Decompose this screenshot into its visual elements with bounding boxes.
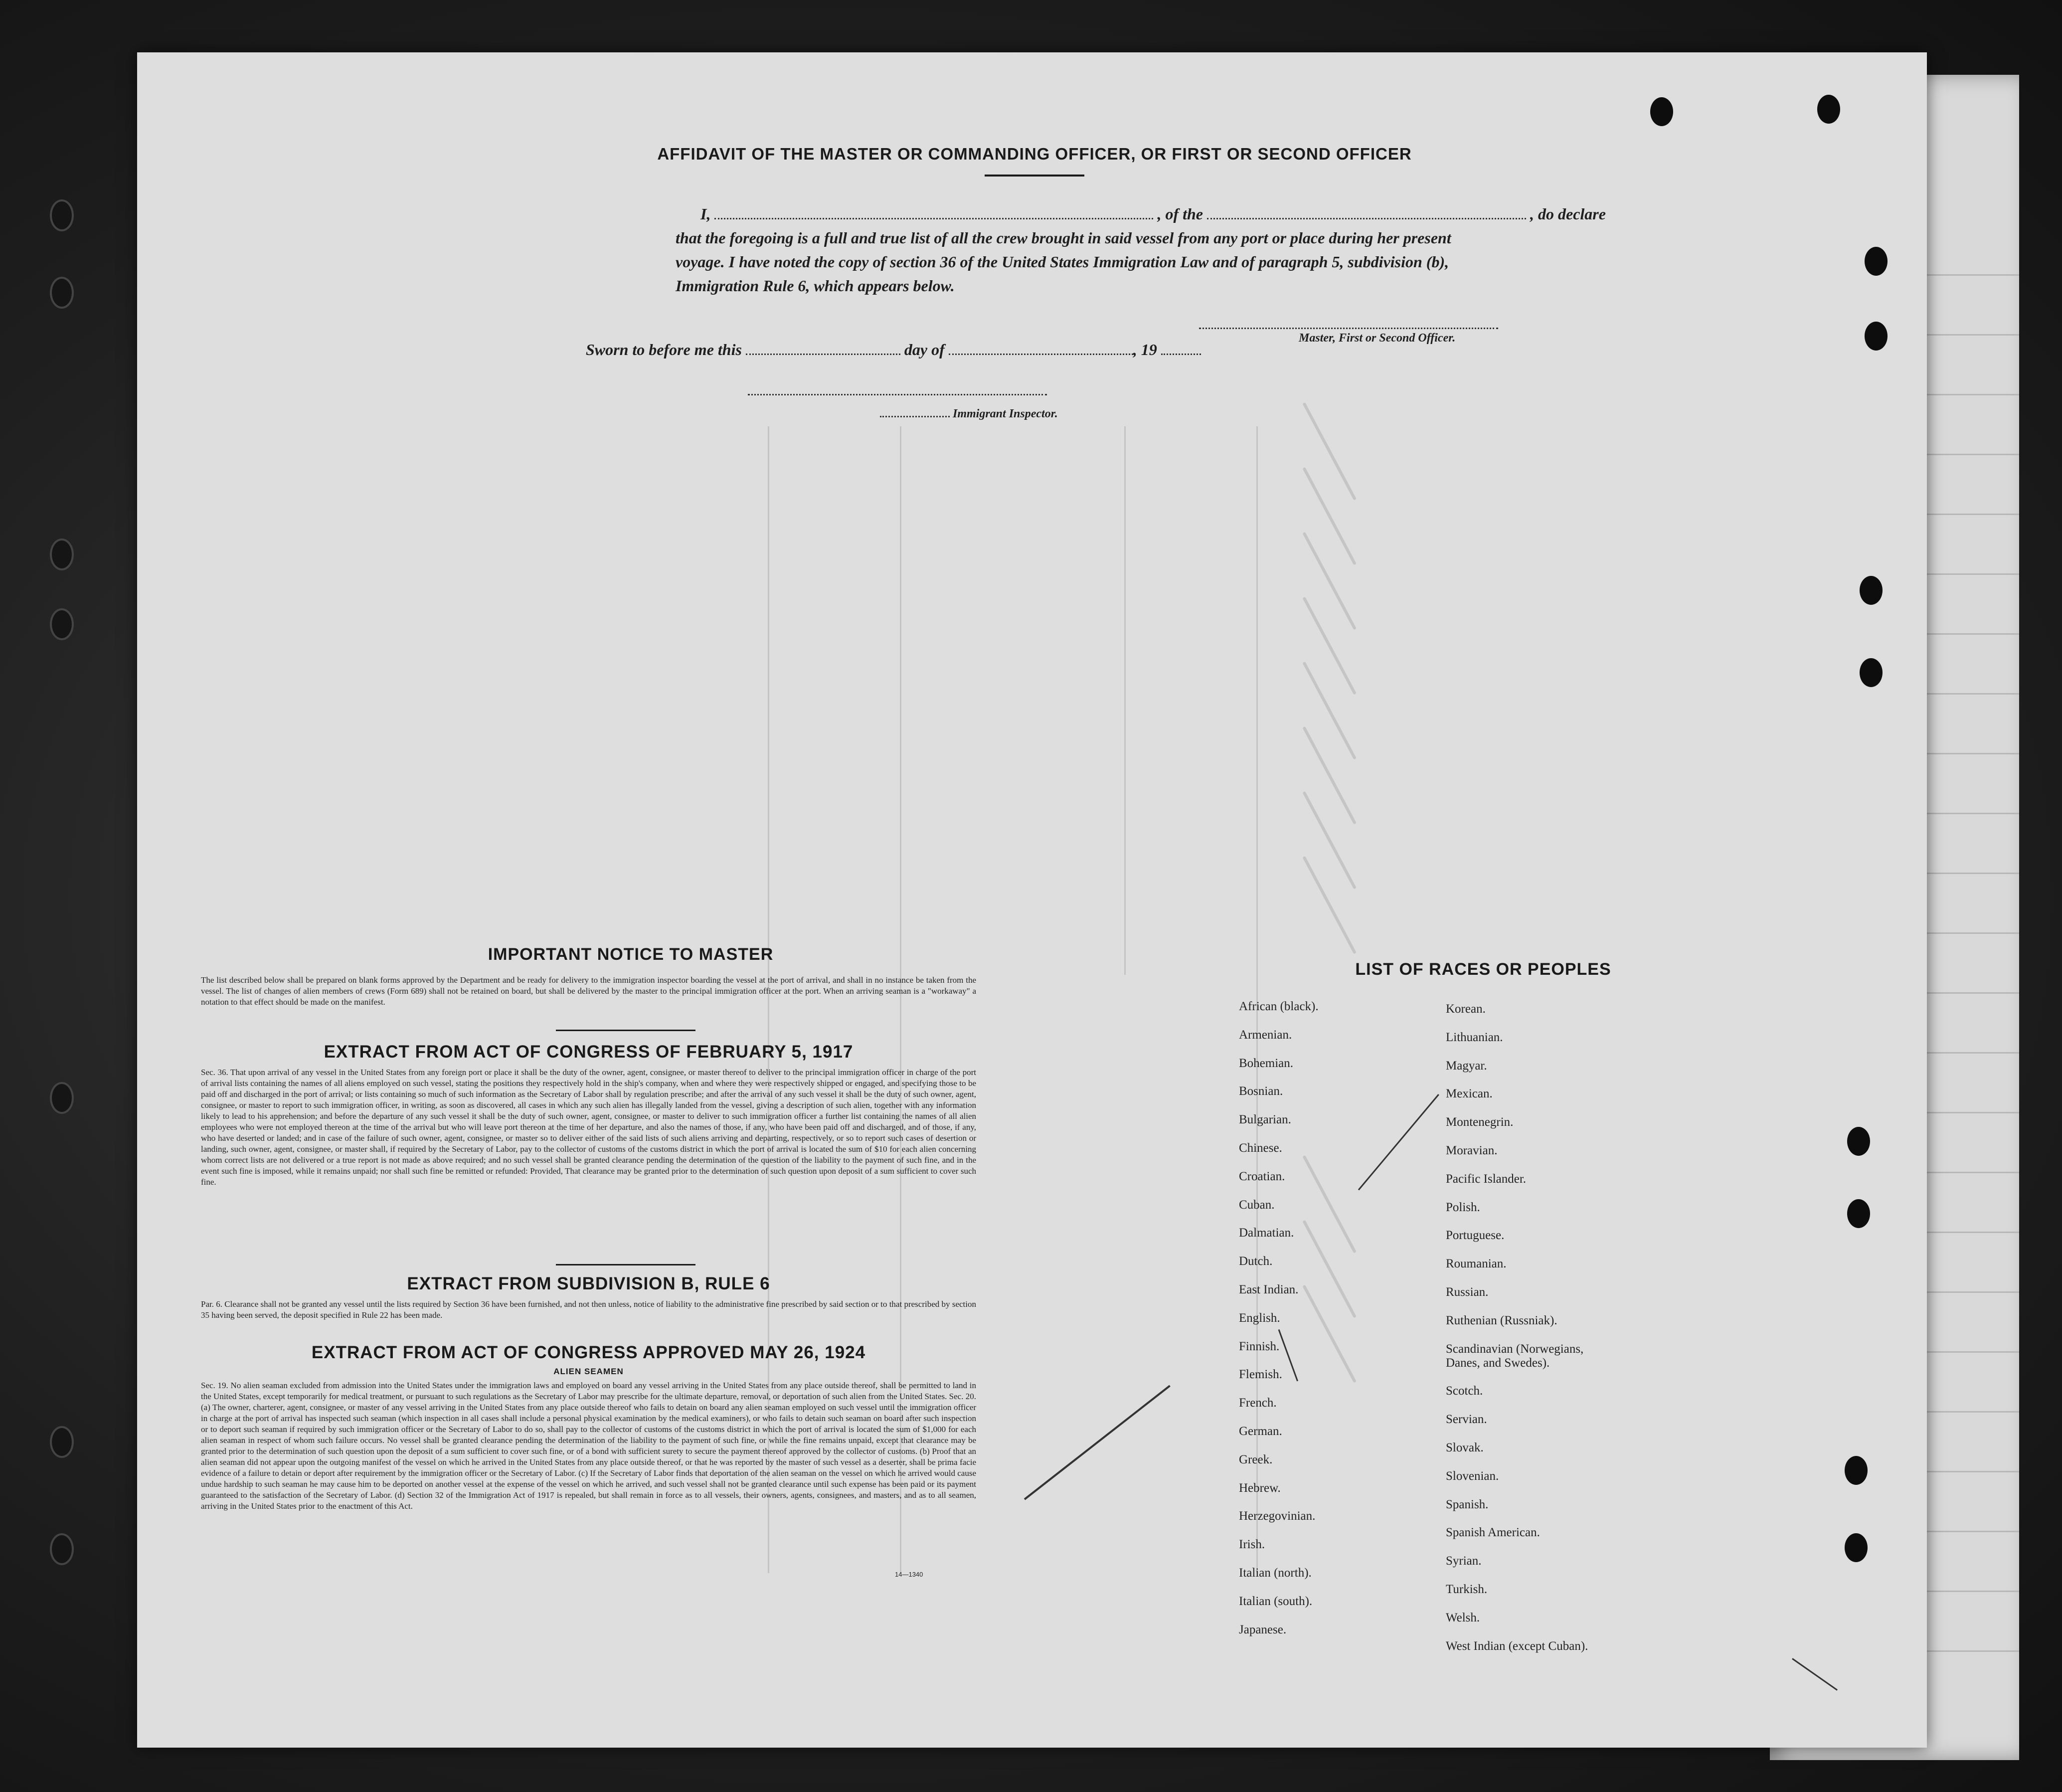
day-of-label: day of [904,341,945,358]
race-item: Ruthenian (Russniak). [1446,1313,1557,1327]
title-underline [985,175,1084,177]
race-item: West Indian (except Cuban). [1446,1639,1588,1653]
race-item: Chinese. [1239,1141,1282,1155]
binder-hole [50,1082,74,1114]
affidavit-i-label: I, [700,205,711,223]
document-page [137,52,1927,1748]
year-label: , 19 [1133,341,1157,358]
punch-hole [1817,95,1840,124]
punch-hole [1860,658,1883,687]
race-item: Irish. [1239,1538,1265,1552]
race-item: Armenian. [1239,1028,1292,1042]
race-item: Spanish American. [1446,1526,1540,1540]
punch-hole [1847,1127,1870,1156]
form-number: 14—1340 [895,1571,923,1578]
officer-signature-caption: Master, First or Second Officer. [1299,332,1456,345]
race-item: Turkish. [1446,1583,1488,1596]
binder-hole [50,608,74,640]
race-item: German. [1239,1425,1282,1438]
race-item: Spanish. [1446,1497,1489,1511]
race-item: Herzegovinian. [1239,1509,1316,1523]
races-title: LIST OF RACES OR PEOPLES [1355,960,1611,979]
race-item: African (black). [1239,1000,1319,1013]
race-item: French. [1239,1396,1277,1410]
race-item: Scandinavian (Norwegians, [1446,1342,1584,1356]
section-divider [556,1264,695,1265]
race-item: Korean. [1446,1002,1486,1016]
punch-hole [1845,1533,1868,1562]
sworn-label: Sworn to before me this [586,341,742,358]
inspector-signature-line[interactable] [748,394,1047,395]
race-item: Danes, and Swedes). [1446,1356,1550,1370]
affidavit-title: AFFIDAVIT OF THE MASTER OR COMMANDING OFFICER, OR FIRST OR SECOND OFFICER [657,145,1412,163]
race-item: Flemish. [1239,1368,1282,1382]
extract-rule6-title: EXTRACT FROM SUBDIVISION B, RULE 6 [407,1274,770,1293]
race-item: Cuban. [1239,1198,1275,1212]
notice-body: The list described below shall be prepared on blank forms approved by the Department and be ready for delivery to the immigration inspector boarding the vessel at the port of arrival, and shall in no instance be taken from the vessel. The list of changes of alien members of crews (Form 689) shall not be retained on board, but shall be delivered by the master to the principal immigration officer at the port. When an arriving seaman is a "workaway" a notation to that effect should be made on the manifest. [201,975,976,1007]
notice-title: IMPORTANT NOTICE TO MASTER [488,945,774,964]
affidavit-line-4: Immigration Rule 6, which appears below. [676,277,955,295]
race-item: English. [1239,1311,1280,1325]
punch-hole [1650,97,1673,126]
race-item: Finnish. [1239,1339,1280,1353]
extract-1924-title: EXTRACT FROM ACT OF CONGRESS APPROVED MAY 26, 1924 [311,1343,866,1362]
race-item: Portuguese. [1446,1229,1505,1243]
race-item: Scotch. [1446,1384,1483,1398]
extract-1917-body: Sec. 36. That upon arrival of any vessel in the United States from any foreign port or place it shall be the duty of the owner, agent, consignee, or master thereof to deliver to the principal immigration officer in charge of the port of arrival lists containing the names of all aliens employed on such vessel, stating the positions they respectively hold in the ship's company, when and where they were respectively shipped or engaged, and specifying those to be paid off and discharged in the port of arrival; or lists containing so much of such information as the Secretary of Labor shall by regulation prescribe; and after the arrival of any such vessel it shall be the duty of such owner, agent, consignee, or master to report to such immigration officer, in writing, as soon as discovered, all cases in which any such alien has illegally landed from the vessel, giving a description of such alien, together with any information likely to lead to his apprehension; and before the departure of any such vessel it shall be the duty of such owner, agent, consignee, or master to deliver to such immigration officer a further list containing the names of all alien employees who were not employed thereon at the time of the arrival but who will leave port thereon at the time of her departure, and also the names of those, if any, who have been paid off and discharged, and of those, if any, who have deserted or landed; and in case of the failure of such owner, agent, consignee, or master so to deliver either of the said lists of such aliens arriving and departing, respectively, or so to report such cases of desertion or landing, such owner, agent, consignee, or master shall, if required by the Secretary of Labor, pay to the collector of customs of the customs district in which the port of arrival is located the sum of $10 for each alien concerning whom correct lists are not delivered or a true report is not made as above required; and no such vessel shall be granted clearance pending the determination of the question of the liability to the payment of such fine, and in the event such fine is imposed, while it remains unpaid; nor shall such fine be remitted or refunded: Provided, That clearance may be granted prior to the determination of such question upon deposit of a sum sufficient to cover such fine. [201,1068,976,1187]
race-item: Bohemian. [1239,1056,1294,1070]
race-item: Japanese. [1239,1622,1287,1636]
alien-seamen-subtitle: ALIEN SEAMEN [553,1367,624,1376]
officer-signature-line[interactable] [1199,328,1498,329]
pen-mark [1024,1385,1171,1500]
race-item: Roumanian. [1446,1257,1507,1271]
punch-hole [1847,1199,1870,1228]
race-item: Slovak. [1446,1441,1484,1454]
binder-hole [50,538,74,570]
inspector-dots [880,415,950,417]
name-field[interactable] [714,217,1153,219]
sworn-month-field[interactable] [949,353,1133,355]
extract-1917-title: EXTRACT FROM ACT OF CONGRESS OF FEBRUARY 5, 1917 [324,1042,854,1062]
punch-hole [1865,247,1888,276]
race-item: Lithuanian. [1446,1030,1503,1044]
race-item: Slovenian. [1446,1469,1499,1483]
affidavit-line-2: that the foregoing is a full and true list of all the crew brought in said vessel from any port or place during her present [676,229,1451,247]
sworn-year-field[interactable] [1161,353,1201,355]
race-item: Moravian. [1446,1144,1498,1157]
race-item: Pacific Islander. [1446,1172,1527,1186]
punch-hole [1860,576,1883,605]
race-item: Magyar. [1446,1059,1487,1073]
race-item: Welsh. [1446,1611,1480,1624]
race-item: Italian (south). [1239,1594,1313,1608]
race-item: Hebrew. [1239,1481,1281,1495]
extract-1924-body: Sec. 19. No alien seaman excluded from admission into the United States under the immigration laws and employed on board any vessel arriving in the United States from any place outside thereof, shall be permitted to land in the United States, except temporarily for medical treatment, or pursuant to such regulations as the Secretary of Labor may prescribe for the ultimate departure, removal, or deportation of such alien from the United States. Sec. 20. (a) The owner, charterer, agent, consignee, or master of any vessel arriving in the United States from any place outside thereof who fails to detain on board any alien seaman employed on such vessel until the immigration officer in charge at the port of arrival has inspected such seaman (which inspection in all cases shall include a personal physical examination by the medical examiners), or who fails to detain such seaman on board after such inspection or to deport such seaman if required by such immigration officer or the Secretary of Labor to do so, shall pay to the collector of customs of the customs district in which the port of arrival is located the sum of $1,000 for each alien seaman in respect of whom such failure occurs. No vessel shall be granted clearance pending the determination of the liability to the payment of such fine, or while the fine remains unpaid, except that clearance may be granted prior to the determination of such question upon the deposit of a sum sufficient to cover such fine, or of a bond with sufficient surety to secure the payment thereof approved by the collector of customs. (b) Proof that an alien seaman did not appear upon the outgoing manifest of the vessel on which he arrived in the United States from any place outside thereof, or that he was reported by the master of such vessel as a deserter, shall be prima facie evidence of a failure to detain or deport after requirement by the immigration officer or the Secretary of Labor. (c) If the Secretary of Labor finds that deportation of the alien seaman on the vessel on which he arrived would cause undue hardship to such seaman he may cause him to be deported on another vessel at the expense of the vessel on which he arrived, and such vessel shall not be granted clearance until such expense has been paid or its payment guaranteed to the satisfaction of the Secretary of Labor. (d) Section 32 of the Immigration Act of 1917 is repealed, but shall remain in force as to all vessels, their owners, agents, consignees, and masters, and as to all seamen, arriving in the United States prior to the enactment of this Act. [201,1381,976,1511]
vessel-field[interactable] [1207,217,1526,219]
pen-mark [1792,1658,1838,1691]
race-item: Russian. [1446,1285,1489,1299]
race-item: Bosnian. [1239,1084,1283,1098]
section-divider [556,1030,695,1031]
race-item: Dutch. [1239,1254,1273,1268]
race-item: Syrian. [1446,1554,1482,1568]
inspector-caption: Immigrant Inspector. [953,407,1058,420]
sworn-line [586,341,1201,359]
extract-rule6-body: Par. 6. Clearance shall not be granted any vessel until the lists required by Section 36 have been furnished, and not then unless, notice of liability to the administrative fine prescribed by said section or to that prescribed by section 35 having been served, the deposit specified in Rule 22 has been made. [201,1299,976,1320]
race-item: Polish. [1446,1200,1480,1214]
column-line [1124,426,1126,975]
race-item: Greek. [1239,1452,1273,1466]
race-item: Servian. [1446,1413,1487,1427]
race-item: Mexican. [1446,1087,1493,1101]
do-declare-label: , do declare [1530,205,1606,223]
race-item: East Indian. [1239,1283,1299,1296]
punch-hole [1845,1456,1868,1485]
race-item: Bulgarian. [1239,1113,1291,1127]
binder-hole [50,1533,74,1565]
affidavit-declaration [536,202,1683,298]
binder-hole [50,277,74,309]
of-the-label: , of the [1157,205,1203,223]
affidavit-line-3: voyage. I have noted the copy of section 36 of the United States Immigration Law and of paragraph 5, subdivision (b), [676,253,1449,271]
race-item: Dalmatian. [1239,1226,1294,1240]
pen-mark [1358,1094,1439,1190]
race-item: Montenegrin. [1446,1115,1514,1129]
punch-hole [1865,322,1888,351]
race-item: Croatian. [1239,1169,1285,1183]
sworn-day-field[interactable] [746,353,900,355]
race-item: Italian (north). [1239,1566,1312,1580]
binder-hole [50,199,74,231]
inspector-caption-row [880,407,1058,421]
binder-hole [50,1426,74,1458]
